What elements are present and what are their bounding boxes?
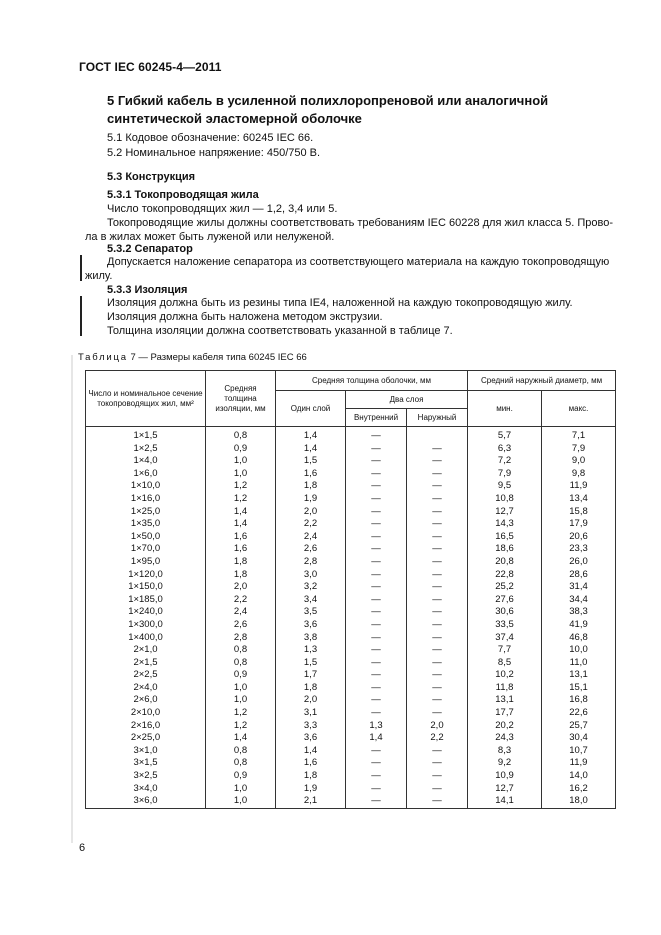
table-cell: 1×95,0: [86, 556, 206, 569]
table-cell: 7,9: [468, 468, 542, 481]
table-cell: 2,1: [276, 795, 346, 808]
table-cell: 20,6: [542, 531, 616, 544]
table-cell: 1,9: [276, 783, 346, 796]
table-cell: —: [346, 581, 407, 594]
table-cell: 1,0: [206, 468, 276, 481]
table-cell: 1,7: [276, 669, 346, 682]
table-row: [86, 531, 616, 544]
scan-edge: [71, 355, 73, 843]
table-cell: 2×1,0: [86, 644, 206, 657]
table-cell: 1×240,0: [86, 606, 206, 619]
table-cell: 22,8: [468, 569, 542, 582]
table-cell: 1,8: [276, 480, 346, 493]
table-cell: —: [346, 619, 407, 632]
table-cell: —: [346, 657, 407, 670]
table-cell: 37,4: [468, 632, 542, 645]
table-cell: 7,7: [468, 644, 542, 657]
table-cell: 1,2: [206, 480, 276, 493]
table-cell: 3×4,0: [86, 783, 206, 796]
table-cell: —: [407, 556, 468, 569]
table-row: [86, 480, 616, 493]
table-cell: —: [407, 581, 468, 594]
table-cell: 1,4: [276, 443, 346, 456]
table-cell: —: [407, 682, 468, 695]
table-row: [86, 556, 616, 569]
table-cell: 1,3: [276, 644, 346, 657]
table-cell: 1×25,0: [86, 506, 206, 519]
table-cell: 33,5: [468, 619, 542, 632]
table-cell: —: [407, 606, 468, 619]
table-row: [86, 619, 616, 632]
table-cell: 1,4: [346, 732, 407, 745]
table-cell: 3×1,5: [86, 757, 206, 770]
table-cell: —: [346, 770, 407, 783]
table-cell: 30,6: [468, 606, 542, 619]
table-cell: 1×35,0: [86, 518, 206, 531]
header-max: макс.: [542, 391, 616, 427]
table-cell: —: [346, 669, 407, 682]
table-cell: 1,0: [206, 682, 276, 695]
table-row: [86, 707, 616, 720]
table-cell: 2,4: [206, 606, 276, 619]
table-row: [86, 443, 616, 456]
header-diameter: Средний наружный диаметр, мм: [468, 371, 616, 391]
table-cell: 1×50,0: [86, 531, 206, 544]
table-cell: —: [346, 757, 407, 770]
table-cell: [407, 427, 468, 443]
table-cell: 25,2: [468, 581, 542, 594]
table-cell: 8,3: [468, 745, 542, 758]
table-cell: 2,0: [276, 506, 346, 519]
table-cell: —: [407, 795, 468, 808]
table-cell: 1,4: [206, 732, 276, 745]
table-cell: 1×70,0: [86, 543, 206, 556]
table-cell: 2,6: [276, 543, 346, 556]
clause-5-3-3-text-a: Изоляция должна быть из резины типа IE4, наложенной на каждую токопроводящую жилу.: [107, 297, 573, 309]
table-cell: 9,8: [542, 468, 616, 481]
table-cell: —: [407, 632, 468, 645]
table-cell: 2×25,0: [86, 732, 206, 745]
table-cell: 24,3: [468, 732, 542, 745]
table-cell: 3×2,5: [86, 770, 206, 783]
table-cell: 38,3: [542, 606, 616, 619]
table-cell: —: [407, 745, 468, 758]
clause-5-3-3-text-c: Толщина изоляции должна соответствовать указанной в таблице 7.: [107, 325, 453, 337]
table-cell: 1,8: [276, 770, 346, 783]
table-cell: 17,9: [542, 518, 616, 531]
table-row: [86, 632, 616, 645]
table-row: [86, 669, 616, 682]
table-cell: 25,7: [542, 720, 616, 733]
table-cell: 1,0: [206, 694, 276, 707]
table-cell: 3,0: [276, 569, 346, 582]
table-cell: 11,9: [542, 480, 616, 493]
table-cell: —: [346, 531, 407, 544]
table-cell: 20,8: [468, 556, 542, 569]
table-cell: 1,5: [276, 455, 346, 468]
revision-bar: [80, 296, 82, 336]
table-row: [86, 795, 616, 808]
clause-5-1: 5.1 Кодовое обозначение: 60245 IEC 66.: [107, 132, 314, 144]
table-cell: 1×10,0: [86, 480, 206, 493]
table-cell: 2,0: [276, 694, 346, 707]
table-cell: —: [407, 694, 468, 707]
table-cell: 2×1,5: [86, 657, 206, 670]
table-cell: 16,8: [542, 694, 616, 707]
table-cell: 3,5: [276, 606, 346, 619]
table-cell: 0,8: [206, 427, 276, 443]
table-cell: 12,7: [468, 783, 542, 796]
table-cell: 2,0: [407, 720, 468, 733]
table-cell: 2,4: [276, 531, 346, 544]
table-cell: 11,8: [468, 682, 542, 695]
table-cell: 2,2: [206, 594, 276, 607]
table-cell: 26,0: [542, 556, 616, 569]
table-cell: 1,6: [276, 468, 346, 481]
table-cell: —: [407, 569, 468, 582]
table-cell: 1,6: [206, 531, 276, 544]
table-cell: —: [407, 506, 468, 519]
table-cell: 5,7: [468, 427, 542, 443]
table-cell: 1×2,5: [86, 443, 206, 456]
table-cell: —: [407, 707, 468, 720]
table-cell: 2×2,5: [86, 669, 206, 682]
table-cell: 1,4: [276, 745, 346, 758]
table-cell: 1,3: [346, 720, 407, 733]
clause-5-3-2-text: Допускается наложение сепаратора из соответствующего материала на каждую токопроводящую жилу.: [85, 256, 610, 282]
table-cell: 0,8: [206, 757, 276, 770]
table-row: [86, 543, 616, 556]
table-cell: 9,5: [468, 480, 542, 493]
table-row: [86, 606, 616, 619]
table-cell: 13,1: [542, 669, 616, 682]
table-cell: 3×1,0: [86, 745, 206, 758]
table-cell: 2×6,0: [86, 694, 206, 707]
table-cell: 0,8: [206, 657, 276, 670]
table-cell: 14,1: [468, 795, 542, 808]
table-cell: —: [346, 455, 407, 468]
table-row: [86, 770, 616, 783]
table-row: [86, 783, 616, 796]
table-cell: 3,1: [276, 707, 346, 720]
table-cell: 0,9: [206, 443, 276, 456]
table-cell: —: [407, 493, 468, 506]
table-row: [86, 732, 616, 745]
header-outer: Наружный: [407, 409, 468, 427]
table-cell: 1,2: [206, 707, 276, 720]
table-row: [86, 455, 616, 468]
table-cell: —: [346, 783, 407, 796]
table-caption: [78, 352, 307, 363]
table-cell: 0,9: [206, 669, 276, 682]
header-conductors: Число и номинальное сечение токопроводящих жил, мм²: [86, 371, 206, 427]
table-cell: —: [346, 606, 407, 619]
table-cell: —: [346, 443, 407, 456]
table-cell: 2,6: [206, 619, 276, 632]
table-cell: 1×1,5: [86, 427, 206, 443]
table-cell: 14,3: [468, 518, 542, 531]
table-cell: 20,2: [468, 720, 542, 733]
table-cell: —: [346, 480, 407, 493]
table-cell: 34,4: [542, 594, 616, 607]
clause-5-3-1-text-b: Токопроводящие жилы должны соответствовать требованиям IEC 60228 для жил класса 5. Прово-ла в жилах может быть луженой или нелуженой.: [85, 217, 613, 243]
table-cell: 16,2: [542, 783, 616, 796]
table-cell: —: [346, 694, 407, 707]
table-cell: 10,7: [542, 745, 616, 758]
table-row: [86, 694, 616, 707]
dimensions-table: [85, 370, 616, 809]
clause-5-3: 5.3 Конструкция: [107, 171, 196, 183]
table-cell: 0,8: [206, 644, 276, 657]
clause-5-2: 5.2 Номинальное напряжение: 450/750 В.: [107, 147, 321, 159]
header-sheath: Средняя толщина оболочки, мм: [276, 371, 468, 391]
table-cell: 13,1: [468, 694, 542, 707]
table-cell: 7,2: [468, 455, 542, 468]
table-cell: 2×16,0: [86, 720, 206, 733]
table-cell: —: [346, 493, 407, 506]
table-row: [86, 594, 616, 607]
table-cell: 10,2: [468, 669, 542, 682]
table-cell: —: [407, 619, 468, 632]
header-min: мин.: [468, 391, 542, 427]
table-cell: 9,0: [542, 455, 616, 468]
table-cell: 9,2: [468, 757, 542, 770]
clause-5-3-1: 5.3.1 Токопроводящая жила: [107, 189, 259, 201]
table-cell: 1,6: [276, 757, 346, 770]
header-insulation: Средняя толщина изоляции, мм: [206, 371, 276, 427]
table-cell: 1×6,0: [86, 468, 206, 481]
table-cell: —: [346, 707, 407, 720]
table-cell: 17,7: [468, 707, 542, 720]
table-cell: —: [407, 543, 468, 556]
table-cell: —: [407, 783, 468, 796]
table-cell: 1,9: [276, 493, 346, 506]
table-cell: 2,8: [276, 556, 346, 569]
table-cell: 1,4: [206, 518, 276, 531]
table-cell: 2×4,0: [86, 682, 206, 695]
table-cell: —: [346, 556, 407, 569]
table-cell: —: [407, 468, 468, 481]
table-cell: —: [407, 757, 468, 770]
table-cell: 1,8: [206, 569, 276, 582]
table-cell: 14,0: [542, 770, 616, 783]
table-cell: —: [407, 480, 468, 493]
table-cell: —: [407, 644, 468, 657]
table-cell: —: [407, 594, 468, 607]
table-cell: 3,8: [276, 632, 346, 645]
table-cell: —: [346, 468, 407, 481]
table-cell: 0,9: [206, 770, 276, 783]
table-cell: 1×16,0: [86, 493, 206, 506]
table-cell: 3,6: [276, 732, 346, 745]
section-title: 5 Гибкий кабель в усиленной полихлоропреновой или аналогичной синтетической эластомерной оболочке: [107, 93, 549, 126]
table-body: [86, 427, 616, 809]
table-cell: 2,2: [407, 732, 468, 745]
table-cell: 11,9: [542, 757, 616, 770]
table-row: [86, 518, 616, 531]
table-cell: 2,2: [276, 518, 346, 531]
table-cell: 7,1: [542, 427, 616, 443]
table-cell: —: [346, 795, 407, 808]
table-cell: 2,0: [206, 581, 276, 594]
table-cell: —: [346, 427, 407, 443]
table-cell: 2×10,0: [86, 707, 206, 720]
table-cell: —: [407, 518, 468, 531]
table-cell: 30,4: [542, 732, 616, 745]
table-cell: 1×4,0: [86, 455, 206, 468]
table-row: [86, 720, 616, 733]
table-cell: 10,8: [468, 493, 542, 506]
header-inner: Внутренний: [346, 409, 407, 427]
table-cell: 46,8: [542, 632, 616, 645]
table-cell: 3,2: [276, 581, 346, 594]
table-row: [86, 682, 616, 695]
table-cell: 1,4: [276, 427, 346, 443]
table-caption-text: 7 — Размеры кабеля типа 60245 IEC 66: [127, 352, 307, 363]
table-cell: 18,0: [542, 795, 616, 808]
table-cell: 1,2: [206, 493, 276, 506]
table-cell: —: [407, 455, 468, 468]
table-cell: 10,0: [542, 644, 616, 657]
table-cell: 1×150,0: [86, 581, 206, 594]
table-cell: 1×400,0: [86, 632, 206, 645]
clause-5-3-3-text-b: Изоляция должна быть наложена методом экструзии.: [107, 311, 383, 323]
table-cell: —: [407, 531, 468, 544]
table-cell: —: [346, 569, 407, 582]
table-cell: 16,5: [468, 531, 542, 544]
table-cell: —: [407, 657, 468, 670]
table-cell: 2,8: [206, 632, 276, 645]
table-row: [86, 506, 616, 519]
table-cell: 6,3: [468, 443, 542, 456]
table-cell: 1,2: [206, 720, 276, 733]
table-cell: 1,6: [206, 543, 276, 556]
clause-5-3-3: 5.3.3 Изоляция: [107, 284, 188, 296]
table-cell: 23,3: [542, 543, 616, 556]
table-cell: 0,8: [206, 745, 276, 758]
table-cell: —: [346, 518, 407, 531]
table-row: [86, 745, 616, 758]
table-cell: 41,9: [542, 619, 616, 632]
table-cell: 11,0: [542, 657, 616, 670]
table-cell: 15,1: [542, 682, 616, 695]
table-cell: 1,0: [206, 455, 276, 468]
table-cell: 28,6: [542, 569, 616, 582]
table-row: [86, 493, 616, 506]
table-cell: —: [407, 770, 468, 783]
table-cell: —: [346, 506, 407, 519]
table-cell: —: [407, 443, 468, 456]
table-cell: 8,5: [468, 657, 542, 670]
table-cell: 12,7: [468, 506, 542, 519]
table-cell: 7,9: [542, 443, 616, 456]
table-row: [86, 427, 616, 443]
table-cell: 1,4: [206, 506, 276, 519]
header-single-layer: Один слой: [276, 391, 346, 427]
header-two-layers: Два слоя: [346, 391, 468, 409]
table-row: [86, 468, 616, 481]
table-caption-word: Таблица: [78, 352, 128, 363]
table-row: [86, 644, 616, 657]
table-cell: 13,4: [542, 493, 616, 506]
table-row: [86, 657, 616, 670]
table-cell: 1,5: [276, 657, 346, 670]
table-cell: —: [346, 594, 407, 607]
table-cell: 15,8: [542, 506, 616, 519]
table-cell: 22,6: [542, 707, 616, 720]
table-cell: 3,6: [276, 619, 346, 632]
table-cell: 1,8: [276, 682, 346, 695]
table-cell: —: [346, 632, 407, 645]
clause-5-3-2: 5.3.2 Сепаратор: [107, 243, 193, 255]
table-cell: 1×185,0: [86, 594, 206, 607]
table-row: [86, 757, 616, 770]
table-cell: 18,6: [468, 543, 542, 556]
table-row: [86, 581, 616, 594]
table-cell: 3,4: [276, 594, 346, 607]
table-cell: —: [346, 745, 407, 758]
table-cell: 1×300,0: [86, 619, 206, 632]
page-number: 6: [79, 842, 86, 854]
table-cell: —: [407, 669, 468, 682]
table-cell: —: [346, 682, 407, 695]
table-row: [86, 569, 616, 582]
document-header: ГОСТ IEC 60245-4—2011: [79, 60, 222, 74]
table-cell: 1×120,0: [86, 569, 206, 582]
table-cell: —: [346, 644, 407, 657]
table-cell: 3,3: [276, 720, 346, 733]
revision-bar: [80, 255, 82, 281]
table-cell: 1,0: [206, 783, 276, 796]
table-cell: 1,0: [206, 795, 276, 808]
table-cell: —: [346, 543, 407, 556]
table-cell: 31,4: [542, 581, 616, 594]
table-cell: 1,8: [206, 556, 276, 569]
clause-5-3-1-text-a: Число токопроводящих жил — 1,2, 3,4 или 5.: [107, 203, 338, 215]
table-cell: 27,6: [468, 594, 542, 607]
table-cell: 3×6,0: [86, 795, 206, 808]
table-cell: 10,9: [468, 770, 542, 783]
